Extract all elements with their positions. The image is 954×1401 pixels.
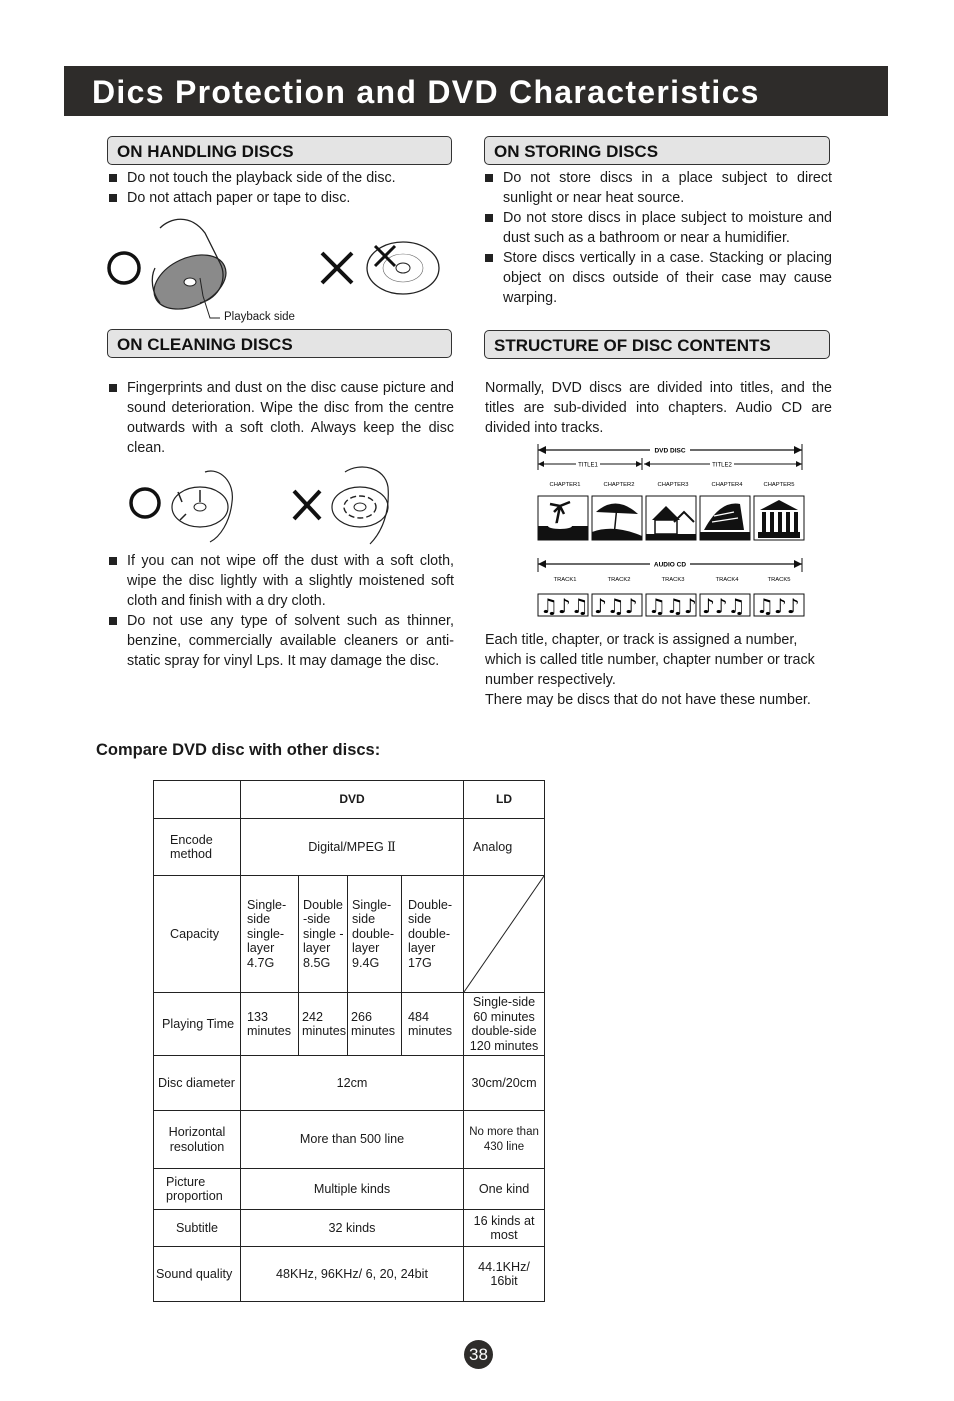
row-label: Sound quality: [154, 1247, 241, 1302]
handling-item: Do not attach paper or tape to disc.: [109, 188, 454, 208]
compare-heading: Compare DVD disc with other discs:: [96, 741, 381, 759]
chapter-label: CHAPTER5: [763, 482, 795, 488]
correct-mark-icon: [109, 253, 139, 283]
table-row: [154, 819, 545, 876]
structure-intro: Normally, DVD discs are divided into titles, and the titles are sub-divided into chapters. Audio CD are divided into tracks.: [485, 380, 832, 436]
track-label: TRACK1: [553, 577, 577, 583]
cleaning-item: If you can not wipe off the dust with a soft cloth, wipe the disc lightly with a slightly moistened soft cloth and finish with a dry cloth.: [109, 551, 454, 611]
table-row: [154, 1169, 545, 1210]
table-cell: 32 kinds: [241, 1210, 464, 1247]
table-row: [154, 993, 545, 1056]
chapter-label: CHAPTER4: [711, 482, 743, 488]
structure-outro-note: There may be discs that do not have these number.: [485, 692, 811, 708]
handling-item: Do not touch the playback side of the disc.: [109, 168, 454, 188]
table-cell: Single-side single-layer 4.7G: [241, 876, 299, 993]
table-row: [154, 1210, 545, 1247]
storing-item: Do not store discs in place subject to moisture and dust such as a bathroom or near a humidifier.: [485, 208, 832, 248]
table-header-dvd: DVD: [241, 781, 464, 819]
table-cell: 16 kinds at most: [464, 1210, 545, 1247]
table-cell: 30cm/20cm: [464, 1056, 545, 1111]
table-cell: Double -side single -layer 8.5G: [299, 876, 348, 993]
table-row: [154, 876, 545, 993]
audio-cd-label: AUDIO CD: [653, 561, 687, 569]
cleaning-list-bottom: [109, 551, 454, 671]
row-label: Picture proportion: [154, 1169, 241, 1210]
table-cell-na: [464, 876, 545, 993]
wrong-mark-icon: [294, 491, 320, 519]
table-cell: 44.1KHz/ 16bit: [464, 1247, 545, 1302]
table-cell: More than 500 line: [241, 1111, 464, 1169]
table-cell: Analog: [464, 819, 545, 876]
handling-list: [109, 168, 454, 208]
disc-with-tape-icon: [367, 242, 439, 294]
storing-item: Do not store discs in a place subject to direct sunlight or near heat source.: [485, 168, 832, 208]
structure-outro: Each title, chapter, or track is assigned a number, which is called title number, chapter number or track number respectively.: [485, 632, 815, 688]
track-music-notes-image: [538, 594, 804, 618]
chapter-beach-umbrella-image: [592, 496, 642, 540]
table-cell: [154, 781, 241, 819]
table-cell: No more than 430 line: [464, 1111, 545, 1169]
table-row: [154, 1056, 545, 1111]
row-label: Subtitle: [154, 1210, 241, 1247]
row-label: Playing Time: [154, 993, 241, 1056]
chapter-palm-island-image: [538, 496, 588, 540]
wipe-outwards-icon: [172, 471, 232, 542]
chapter-label: CHAPTER3: [657, 482, 689, 488]
row-label: Horizontal resolution: [154, 1111, 241, 1169]
playback-side-caption: Playback side: [224, 311, 295, 323]
table-cell: Double-side double-layer 17G: [402, 876, 464, 993]
svg-text:♫♪♪: ♫♪♪: [756, 594, 800, 618]
title-label: TITLE1: [578, 462, 598, 469]
cleaning-list-top: [109, 378, 454, 458]
table-header-ld: LD: [464, 781, 545, 819]
svg-text:♪♪♫: ♪♪♫: [702, 594, 746, 618]
cleaning-heading: ON CLEANING DISCS: [107, 329, 452, 358]
chapter-label: CHAPTER1: [549, 482, 581, 488]
chapter-train-image: [700, 496, 750, 540]
mpeg-version-mark: Ⅱ: [387, 838, 396, 854]
table-row: [154, 1111, 545, 1169]
table-cell: Digital/MPEG Ⅱ: [241, 819, 464, 876]
dvd-disc-label: DVD DISC: [654, 447, 686, 455]
table-row: [154, 1247, 545, 1302]
storing-list: [485, 168, 832, 308]
chapter-temple-image: [754, 496, 804, 540]
comparison-table: [153, 780, 545, 1302]
correct-mark-icon: [131, 489, 159, 517]
structure-heading: STRUCTURE OF DISC CONTENTS: [484, 330, 830, 359]
title-label: TITLE2: [712, 462, 732, 469]
table-cell: 484 minutes: [402, 993, 464, 1056]
page-number: 38: [464, 1340, 493, 1369]
svg-text:♫♫♪: ♫♫♪: [648, 594, 697, 618]
cleaning-item: Do not use any type of solvent such as thinner, benzine, commercially available cleaners or anti-static spray for vinyl Lps. It may damage the disc.: [109, 611, 454, 671]
chapter-house-image: [646, 496, 696, 540]
table-cell: 242 minutes: [299, 993, 348, 1056]
storing-item: Store discs vertically in a case. Stacking or placing object on discs outside of their case may cause warping.: [485, 248, 832, 308]
track-label: TRACK5: [767, 577, 791, 583]
handling-heading: ON HANDLING DISCS: [107, 136, 452, 165]
cleaning-item: Fingerprints and dust on the disc cause picture and sound deterioration. Wipe the disc from the centre outwards with a soft cloth. Always keep the disc clean.: [109, 378, 454, 458]
table-cell: Single-side 60 minutes double-side 120 minutes: [464, 993, 545, 1056]
table-row: [154, 781, 545, 819]
table-cell: Multiple kinds: [241, 1169, 464, 1210]
table-cell: 266 minutes: [348, 993, 402, 1056]
page-title-bar: [64, 66, 888, 116]
storing-heading: ON STORING DISCS: [484, 136, 830, 165]
page-title: Dics Protection and DVD Characteristics: [92, 74, 760, 110]
track-label: TRACK3: [661, 577, 685, 583]
wrong-mark-icon: [322, 253, 352, 283]
row-label: Encode method: [154, 819, 241, 876]
hand-holding-disc-icon: [145, 219, 234, 320]
row-label: Disc diameter: [154, 1056, 241, 1111]
chapter-label: CHAPTER2: [603, 482, 635, 488]
svg-text:♫♪♫: ♫♪♫: [540, 594, 589, 618]
cleaning-illustration: [120, 462, 410, 547]
row-label: Capacity: [154, 876, 241, 993]
table-cell: 12cm: [241, 1056, 464, 1111]
track-label: TRACK2: [607, 577, 631, 583]
handling-illustration: [100, 208, 460, 328]
table-cell: One kind: [464, 1169, 545, 1210]
track-label: TRACK4: [715, 577, 739, 583]
table-cell: 48KHz, 96KHz/ 6, 20, 24bit: [241, 1247, 464, 1302]
table-cell: 133 minutes: [241, 993, 299, 1056]
disc-structure-diagram: [534, 440, 806, 620]
svg-text:♪♫♪: ♪♫♪: [594, 594, 638, 618]
table-cell: Single-side double-layer 9.4G: [348, 876, 402, 993]
wipe-circular-icon: [332, 467, 388, 544]
